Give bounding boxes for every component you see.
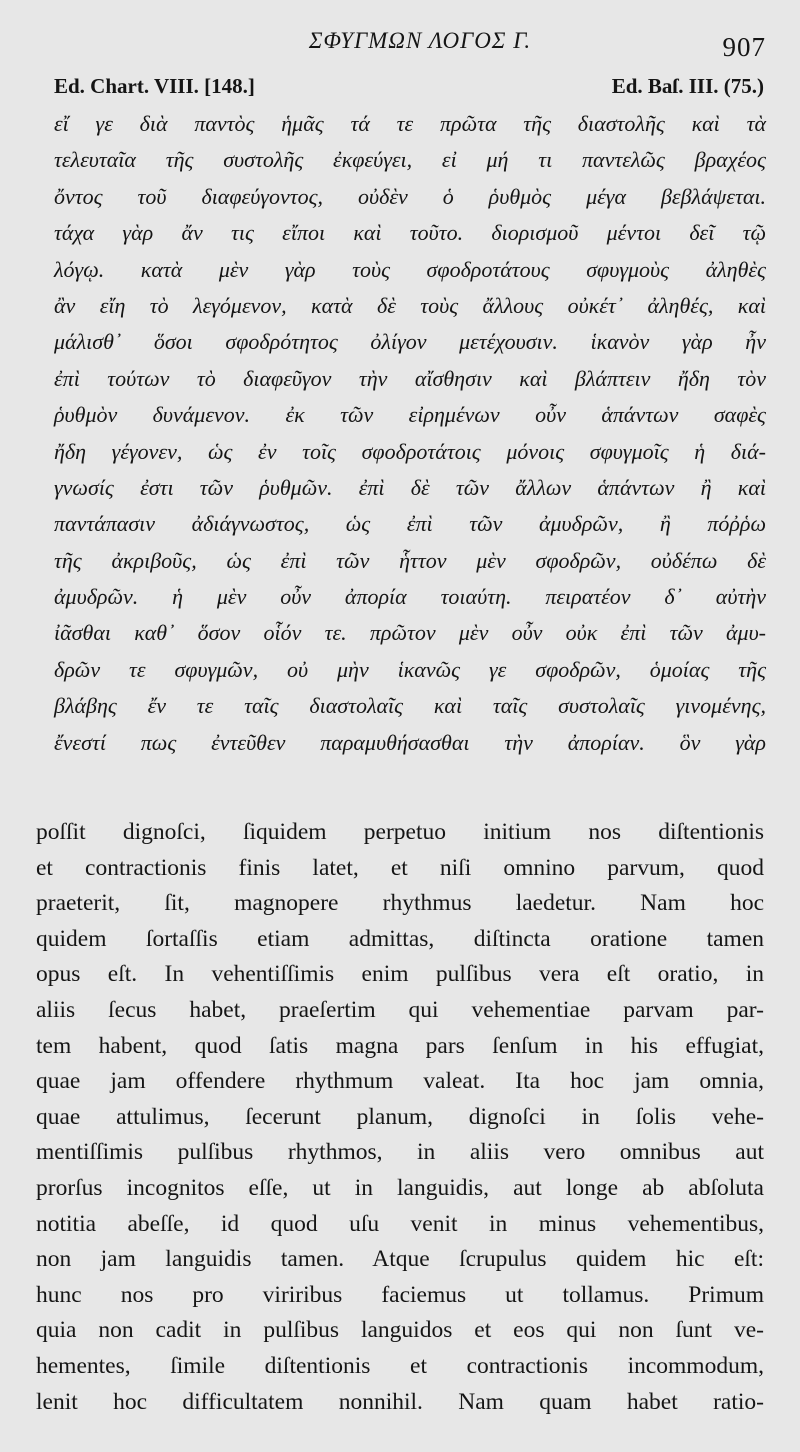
greek-text-line: ἀμυδρῶν. ἡ μὲν οὖν ἀπορία τοιαύτη. πειρατέον δ᾽ αὐτὴν <box>54 584 766 610</box>
latin-text-line: hementes, ſimile diſtentionis et contractionis incommodum, <box>36 1352 764 1379</box>
greek-text-line: παντάπασιν ἀδιάγνωστος, ὡς ἐπὶ τῶν ἀμυδρῶν, ἢ πόῤῥω <box>54 511 766 537</box>
latin-text-line: prorſus incognitos eſſe, ut in languidis, aut longe ab abſoluta <box>36 1174 764 1201</box>
latin-text-line: mentiſſimis pulſibus rhythmos, in aliis vero omnibus aut <box>36 1139 764 1166</box>
greek-text-block <box>54 106 766 761</box>
latin-text-line: tem habent, quod ſatis magna pars ſenſum in his effugiat, <box>36 1032 764 1059</box>
greek-text-line: τῆς ἀκριβοῦς, ὡς ἐπὶ τῶν ἧττον μὲν σφοδρῶν, οὐδέπω δὲ <box>54 547 766 573</box>
latin-text-line: opus eſt. In vehentiſſimis enim pulſibus vera eſt oratio, in <box>36 961 764 988</box>
latin-text-line: aliis ſecus habet, praeſertim qui vehementiae parvam par- <box>36 996 764 1023</box>
greek-text-line: ὄντος τοῦ διαφεύγοντος, οὐδὲν ὁ ῥυθμὸς μέγα βεβλάψεται. <box>54 183 766 209</box>
latin-text-line: quae attulimus, ſecerunt planum, dignoſci in ſolis vehe- <box>36 1103 764 1130</box>
greek-text-line: ῥυθμὸν δυνάμενον. ἐκ τῶν εἰρημένων οὖν ἁπάντων σαφὲς <box>54 402 766 428</box>
latin-text-line: hunc nos pro viriribus faciemus ut tollamus. Primum <box>36 1281 764 1308</box>
latin-text-line: quae jam offendere rhythmum valeat. Ita hoc jam omnia, <box>36 1068 764 1095</box>
greek-text-line: τελευταῖα τῆς συστολῆς ἐκφεύγει, εἰ μή τι παντελῶς βραχέος <box>54 147 766 173</box>
page-number: 907 <box>722 32 766 62</box>
edition-reference-right: Ed. Baſ. III. (75.) <box>611 74 764 98</box>
greek-text-line: δρῶν τε σφυγμῶν, οὐ μὴν ἱκανῶς γε σφοδρῶν, ὁμοίας τῆς <box>54 656 766 682</box>
latin-text-line: lenit hoc difficultatem nonnihil. Nam quam habet ratio- <box>36 1388 764 1415</box>
greek-text-line: ἤδη γέγονεν, ὡς ἐν τοῖς σφοδροτάτοις μόνοις σφυγμοῖς ἡ διά- <box>54 438 766 464</box>
latin-text-line: quia non cadit in pulſibus languidos et eos qui non ſunt ve- <box>36 1317 764 1344</box>
greek-text-line: λόγῳ. κατὰ μὲν γὰρ τοὺς σφοδροτάτους σφυγμοὺς ἀληθὲς <box>54 256 766 282</box>
latin-text-line: poſſit dignoſci, ſiquidem perpetuo initium nos diſtentionis <box>36 819 764 845</box>
latin-text-line: notitia abeſſe, id quod uſu venit in minus vehementibus, <box>36 1210 764 1237</box>
latin-text-line: quidem ſortaſſis etiam admittas, diſtincta oratione tamen <box>36 925 764 952</box>
greek-text-line: ἰᾶσθαι καθ᾽ ὅσον οἷόν τε. πρῶτον μὲν οὖν οὐκ ἐπὶ τῶν ἀμυ- <box>54 620 766 646</box>
greek-text-line: ἔνεστί πως ἐντεῦθεν παραμυθήσασθαι τὴν ἀπορίαν. ὃν γὰρ <box>54 729 766 755</box>
greek-text-line: εἴ γε διὰ παντὸς ἡμᾶς τά τε πρῶτα τῆς διαστολῆς καὶ τὰ <box>54 111 766 136</box>
latin-text-line: non jam languidis tamen. Atque ſcrupulus quidem hic eſt: <box>36 1246 764 1273</box>
greek-text-line: γνωσίς ἐστι τῶν ῥυθμῶν. ἐπὶ δὲ τῶν ἄλλων ἁπάντων ἢ καὶ <box>54 474 766 500</box>
greek-text-line: μάλισθ᾽ ὅσοι σφοδρότητος ὀλίγον μετέχουσιν. ἱκανὸν γὰρ ἦν <box>54 329 766 355</box>
latin-text-block <box>36 815 764 1420</box>
running-title: ΣΦΥΓΜΩΝ ΛΟΓΟΣ Γ. <box>308 28 532 53</box>
greek-text-line: ἂν εἴη τὸ λεγόμενον, κατὰ δὲ τοὺς ἄλλους οὐκέτ᾽ ἀληθές, καὶ <box>54 292 766 318</box>
greek-text-line: τάχα γὰρ ἄν τις εἴποι καὶ τοῦτο. διορισμοῦ μέντοι δεῖ τῷ <box>54 220 766 246</box>
greek-text-line: ἐπὶ τούτων τὸ διαφεῦγον τὴν αἴσθησιν καὶ βλάπτειν ἤδη τὸν <box>54 365 766 391</box>
latin-text-line: et contractionis finis latet, et niſi omnino parvum, quod <box>36 854 764 881</box>
edition-reference-left: Ed. Chart. VIII. [148.] <box>54 74 255 98</box>
latin-text-line: praeterit, ſit, magnopere rhythmus laedetur. Nam hoc <box>36 890 764 917</box>
greek-text-line: βλάβης ἔν τε ταῖς διαστολαῖς καὶ ταῖς συστολαῖς γινομένης, <box>54 693 766 719</box>
